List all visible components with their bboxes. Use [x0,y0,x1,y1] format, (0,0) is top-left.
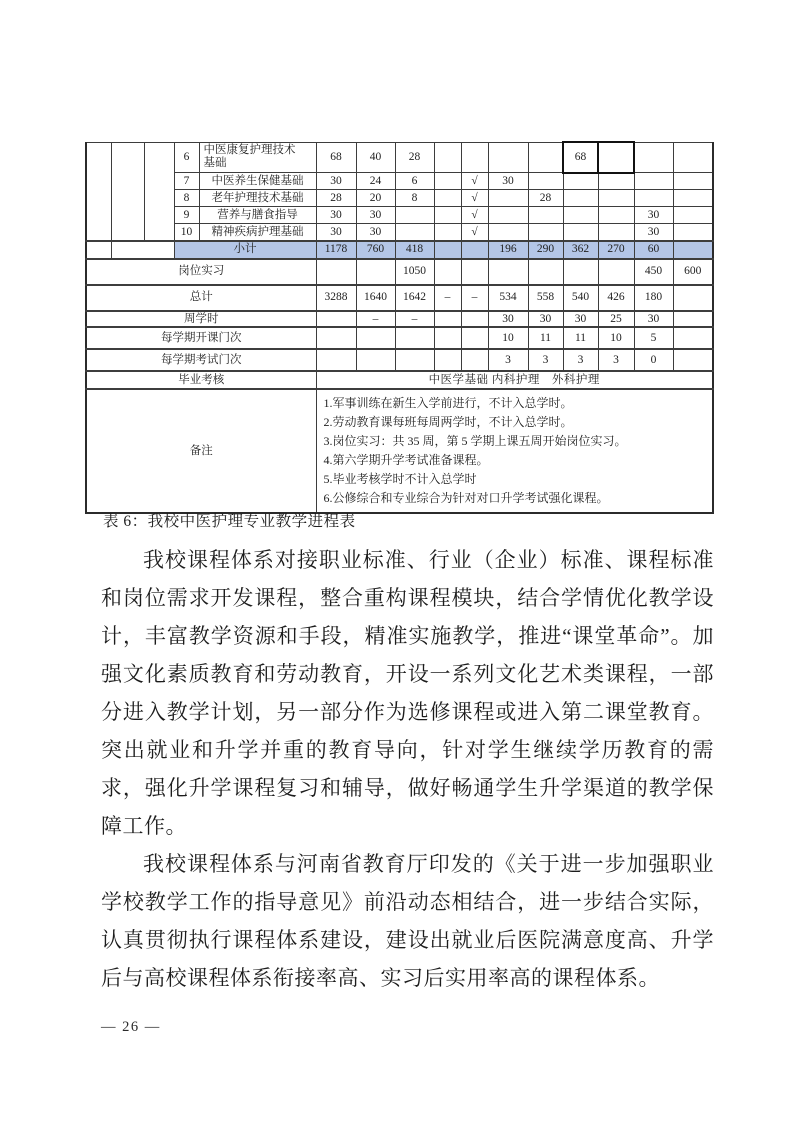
course-row-10 [86,224,713,241]
table-cell: 760 [356,241,395,259]
table-cell [111,241,174,259]
table-cell: 11 [528,327,563,349]
table-cell [461,327,488,349]
table-cell: 28 [395,142,434,173]
page-number: — 26 — [101,1019,161,1035]
table-cell: 30 [563,311,598,327]
table-cell: 426 [598,285,634,311]
table-cell: 30 [528,311,563,327]
table-cell [563,190,598,207]
course-row-7 [86,173,713,190]
row-label-cell: 周学时 [86,311,316,327]
table-cell: 418 [395,241,434,259]
remark-line: 5.毕业考核学时不计入总学时 [323,471,477,486]
table-cell [563,173,598,190]
table-cell: 28 [316,190,356,207]
table-cell [461,311,488,327]
table-cell: 3 [563,349,598,371]
table-cell [528,224,563,241]
table-cell: 3 [598,349,634,371]
table-cell: 24 [356,173,395,190]
table-cell: 30 [634,311,673,327]
subtotal-label-cell: 小计 [174,241,316,259]
remark-line: 2.劳动教育课每班每周两学时，不计入总学时。 [323,414,573,429]
table-cell [634,142,673,173]
table-cell [434,173,461,190]
table-cell [461,241,488,259]
table-cell: 1642 [395,285,434,311]
table-cell: 30 [488,311,528,327]
paragraph: 我校课程体系对接职业标准、行业（企业）标准、课程标准和岗位需求开发课程，整合重构课程模块，结合学情优化教学设计，丰富教学资源和手段，精准实施教学，推进“课堂革命”。加强文化素质教育和劳动教育，开设一系列文化艺术类课程，一部分进入教学计划，另一部分作为选修课程或进入第二课堂教育。突出就业和升学并重的教育导向，针对学生继续学历教育的需求，强化升学课程复习和辅导，做好畅通学生升学渠道的教学保障工作。 [101,548,714,838]
graduation-assessment-row [86,371,713,389]
table-cell [634,190,673,207]
table-cell [673,142,713,173]
body-text [101,541,714,997]
table-cell: 362 [563,241,598,259]
table-cell: – [395,311,434,327]
table-cell: 30 [356,207,395,224]
remarks-row [86,389,713,513]
course-number-cell: 9 [174,207,199,224]
table-cell: 30 [634,207,673,224]
remark-line: 1.军事训练在新生入学前进行，不计入总学时。 [323,395,573,410]
exams-per-term-row [86,349,713,371]
table-cell [461,259,488,285]
table-cell [488,207,528,224]
table-cell [598,173,634,190]
courses-per-term-row [86,327,713,349]
table-cell [673,311,713,327]
table-cell [528,259,563,285]
table-cell: 0 [634,349,673,371]
table-cell: 30 [356,224,395,241]
table-cell: 30 [634,224,673,241]
paragraph: 我校课程体系与河南省教育厅印发的《关于进一步加强职业学校教学工作的指导意见》前沿动态相结合，进一步结合实际，认真贯彻执行课程体系建设，建设出就业后医院满意度高、升学后与高校课程体系衔接率高、实习后实用率高的课程体系。 [101,852,714,990]
course-row-8 [86,190,713,207]
table-cell: 600 [673,259,713,285]
course-name-cell: 老年护理技术基础 [199,190,316,207]
graduation-subjects-cell: 中医学基础 内科护理 外科护理 [316,371,713,389]
table-cell: 20 [356,190,395,207]
table-cell [673,327,713,349]
table-cell: 3288 [316,285,356,311]
table-cell [356,349,395,371]
table-cell [434,190,461,207]
table-cell [634,173,673,190]
course-number-cell: 10 [174,224,199,241]
table-caption: 表 6：我校中医护理专业教学进程表 [103,513,356,530]
weekly-hours-row [86,311,713,327]
table-cell: – [434,285,461,311]
table-cell: 60 [634,241,673,259]
table-cell: 290 [528,241,563,259]
table-cell [673,173,713,190]
row-label-cell: 毕业考核 [86,371,316,389]
table-cell: 68 [316,142,356,173]
table-cell: 180 [634,285,673,311]
table-cell: 5 [634,327,673,349]
row-label-cell: 每学期开课门次 [86,327,316,349]
table-cell [144,142,174,241]
table-cell [528,142,563,173]
row-label-cell: 总计 [86,285,316,311]
table-cell [673,190,713,207]
remarks-content-cell [316,389,713,513]
table-cell: 3 [528,349,563,371]
course-name-cell: 精神疾病护理基础 [199,224,316,241]
table-cell: 30 [316,207,356,224]
table-cell [316,311,356,327]
table-cell [434,349,461,371]
remark-line: 6.公修综合和专业综合为针对对口升学考试强化课程。 [323,490,609,505]
table-cell: 30 [488,173,528,190]
table-cell: 6 [395,173,434,190]
table-cell: 196 [488,241,528,259]
table-cell [316,327,356,349]
table-cell: 3 [488,349,528,371]
table-cell [488,259,528,285]
table-cell [563,259,598,285]
table-cell: – [461,285,488,311]
table-cell [673,241,713,259]
table-cell: √ [461,207,488,224]
table-cell: – [356,311,395,327]
table-cell [598,259,634,285]
table-cell: 450 [634,259,673,285]
table-cell [598,142,634,173]
table-cell [434,259,461,285]
table-cell: 1640 [356,285,395,311]
table-cell [395,224,434,241]
course-name-cell: 营养与膳食指导 [199,207,316,224]
table-cell: 270 [598,241,634,259]
table-cell [563,207,598,224]
remark-line: 3.岗位实习：共 35 周，第 5 学期上课五周开始岗位实习。 [323,433,627,448]
table-cell [86,241,111,259]
table-cell [111,142,144,241]
table-cell: √ [461,173,488,190]
table-cell: 40 [356,142,395,173]
table-cell [563,224,598,241]
table-cell: 25 [598,311,634,327]
table-cell [598,190,634,207]
table-cell: 10 [488,327,528,349]
course-number-cell: 8 [174,190,199,207]
internship-row [86,259,713,285]
course-number-cell: 7 [174,173,199,190]
table-cell: 28 [528,190,563,207]
row-label-cell: 备注 [86,389,316,513]
table-cell [461,349,488,371]
table-cell: 1050 [395,259,434,285]
subtotal-row [86,241,713,259]
table-cell: 558 [528,285,563,311]
table-cell [528,173,563,190]
table-cell [673,285,713,311]
table-cell [434,142,461,173]
table-cell [434,241,461,259]
table-cell [461,142,488,173]
table-cell [316,259,356,285]
table-cell [488,224,528,241]
table-cell [673,207,713,224]
table-cell [598,207,634,224]
table-cell [395,327,434,349]
table-cell [395,349,434,371]
table-cell: 30 [316,173,356,190]
table-cell [434,311,461,327]
table-cell [488,142,528,173]
table-cell [488,190,528,207]
table-cell: 11 [563,327,598,349]
course-name-cell: 中医康复护理技术基础 [199,142,316,173]
table-cell [434,224,461,241]
table-cell [316,349,356,371]
table-cell: 8 [395,190,434,207]
table-cell: 540 [563,285,598,311]
table-cell [434,207,461,224]
course-row-9 [86,207,713,224]
grand-total-row [86,285,713,311]
table-cell [673,224,713,241]
table-cell [86,142,111,241]
table-cell: √ [461,224,488,241]
teaching-schedule-table [85,141,714,514]
row-label-cell: 每学期考试门次 [86,349,316,371]
table-cell [528,207,563,224]
table-cell [434,327,461,349]
table-cell: 1178 [316,241,356,259]
table-cell [356,327,395,349]
row-label-cell: 岗位实习 [86,259,316,285]
table-cell: 10 [598,327,634,349]
table-cell [395,207,434,224]
table-cell: 68 [563,142,598,173]
table-cell: √ [461,190,488,207]
remark-line: 4.第六学期升学考试准备课程。 [323,452,489,467]
table-cell: 30 [316,224,356,241]
table-cell [598,224,634,241]
table-cell [356,259,395,285]
table-cell [673,349,713,371]
table-cell: 534 [488,285,528,311]
course-number-cell: 6 [174,142,199,173]
course-name-cell: 中医养生保健基础 [199,173,316,190]
course-row-6 [86,142,713,173]
